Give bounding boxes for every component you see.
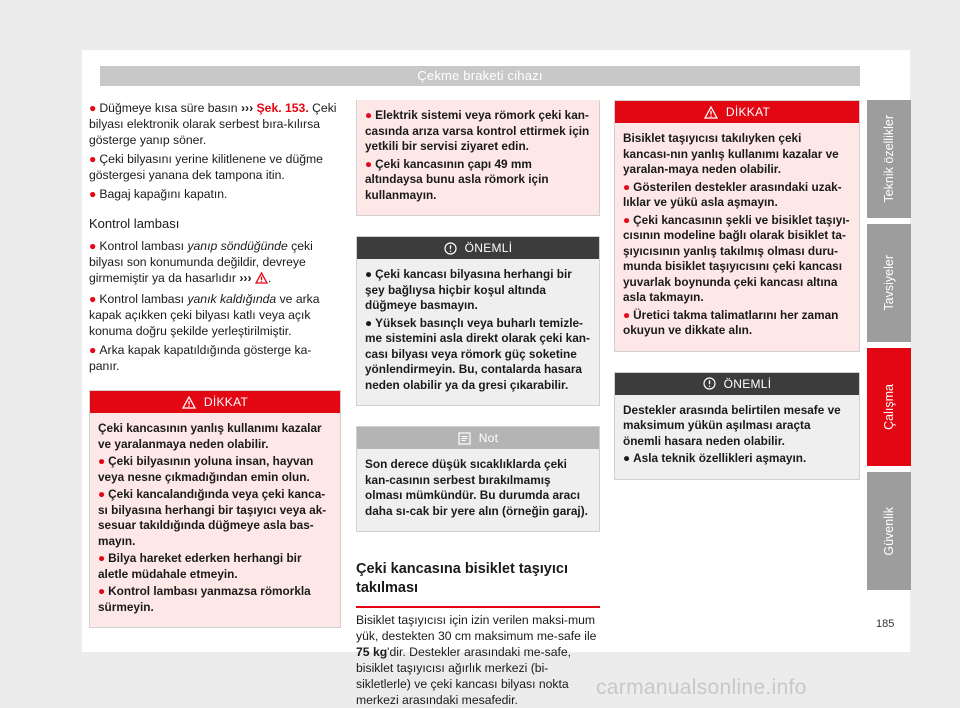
list-item: ● Asla teknik özellikleri aşmayın. (623, 451, 807, 465)
warning-triangle-icon[interactable] (255, 272, 268, 288)
list-item: ● Çeki bilyasının yoluna insan, hayvan veya nesne çıkmadığından emin olun. (98, 454, 314, 484)
bullet-icon: ● (98, 487, 106, 501)
bullet-icon: ● (365, 267, 373, 281)
warning-triangle-icon (704, 106, 718, 119)
tab-guvenlik[interactable]: Güvenlik (867, 472, 911, 590)
info-paragraph: ● Kontrol lambası yanık kaldığında ve arka kapak açıkken çeki bilyası katlı veya açık konuma doğru şekilde yerleştirilmiştir. (89, 292, 320, 338)
important-box-header: ÖNEMLİ (357, 237, 599, 259)
info-paragraph: ● Kontrol lambası yanıp söndüğünde çeki bilyası son konumunda değildir, devreye girmemiştir ya da hasarlıdır ››› . (89, 238, 341, 288)
list-item: ● Çeki kancasının şekli ve bisiklet taşıyı-cısının modeline bağlı olarak bisiklet ta-şıyıcısının yanlış takılmış olması duru-munda bisiklet taşıyıcısını çeki kancası yuvarlak boynunda çeki kancası altına asla takmayın. (623, 212, 850, 304)
warning-box-body (357, 100, 599, 215)
watermark: carmanualsonline.info (596, 676, 807, 699)
bullet-icon: ● (365, 156, 373, 171)
section-paragraph: Bisiklet taşıyıcısı için izin verilen maksi-mum yük, destekten 30 cm maksimum me-safe ile 75 kg'dir. Destekler arasındaki me-safe, bisiklet taşıyıcısı ağırlık merkezi (bi-sikletlerle) ve çeki kancası bilyası nokta merkezi arasındaki mesafedir. (356, 613, 597, 707)
warning-box-body: Bisiklet taşıyıcısı takılıyken çeki kancası-nın yanlış kullanımı kazalar ve yaralan-maya neden olabilir. ● Gösterilen destekler arasındaki uzak-lıklar ve yükü asla aşmayın. ● Çeki kancasının şekli ve bisiklet taşıyı-cısının modeline bağlı olarak bisiklet ta-şıyıcısının yanlış takılmış olması duru-munda bisiklet taşıyıcısını çeki kancası yuvarlak boynunda çeki kancası altına asla takmayın. ● Üretici takma talimatlarını her zaman okuyun ve dikkate alın. (615, 123, 859, 351)
figure-link[interactable]: Şek. 153. (256, 101, 309, 115)
column-2 (356, 100, 600, 708)
warning-box-continued (356, 100, 600, 216)
important-box-body (357, 259, 599, 405)
list-item: ● Çeki kancası bilyasına herhangi bir şey bağlıysa hiçbir koşul altında düğmeye basmayın. (365, 267, 572, 312)
step-paragraph: ● Çeki bilyasını yerine kilitlenene ve düğme göstergesi yanana dek tampona itin. (89, 152, 323, 182)
list-item: ● Elektrik sistemi veya römork çeki kan-casında arıza varsa kontrol ettirmek için yetkili bir servisi ziyaret edin. (365, 108, 590, 153)
column-3 (614, 100, 860, 480)
bullet-icon: ● (623, 451, 631, 465)
important-box (356, 236, 600, 406)
important-box (614, 372, 860, 480)
list-item: ● Gösterilen destekler arasındaki uzak-lıklar ve yükü asla aşmayın. (623, 179, 842, 209)
bullet-icon: ● (89, 292, 97, 306)
tab-teknik-ozellikler[interactable]: Teknik özellikler (867, 100, 911, 218)
bullet-icon: ● (89, 239, 97, 253)
warning-triangle-icon (182, 396, 196, 409)
list-item: ● Çeki kancalandığında veya çeki kanca-sı bilyasına herhangi bir taşıyıcı veya ak-sesuar takıldığında düğmeye asla bas-mayın. (98, 487, 327, 548)
list-item: ● Üretici takma talimatlarını her zaman okuyun ve dikkate alın. (623, 307, 839, 337)
bullet-icon: ● (98, 584, 106, 598)
info-paragraph: ● Arka kapak kapatıldığında gösterge ka-panır. (89, 343, 312, 373)
info-circle-icon (703, 377, 716, 390)
warning-box-header: DİKKAT (615, 101, 859, 123)
note-box-header: Not (357, 427, 599, 449)
tab-tavsiyeler[interactable]: Tavsiyeler (867, 224, 911, 342)
list-item: ● Yüksek basınçlı veya buharlı temizle-me sistemini asla direkt olarak çeki kan-cası bilyası veya römork güç soketine yönlendirmeyin. Bu, contalarda hasara neden olabilir ya da gresi çıkarabilir. (365, 315, 590, 392)
note-box (356, 426, 600, 532)
info-circle-icon (444, 242, 457, 255)
bullet-icon: ● (623, 212, 631, 227)
page-title: Çekme braketi cihazı (100, 66, 860, 86)
bullet-icon: ● (365, 315, 373, 330)
bullet-icon: ● (89, 152, 97, 166)
tab-calisma[interactable]: Çalışma (867, 348, 911, 466)
bullet-icon: ● (89, 187, 97, 201)
note-box-body: Son derece düşük sıcaklıklarda çeki kan-casının serbest bırakılmamış olması mümkündür. Bu durumda aracı daha sı-cak bir yere alın (örneğin garaj). (357, 449, 599, 531)
bullet-icon: ● (89, 343, 97, 357)
list-item: ● Bilya hareket ederken herhangi bir aletle müdahale etmeyin. (98, 551, 302, 581)
subheading: Kontrol lambası (89, 216, 180, 231)
warning-box-body: Çeki kancasının yanlış kullanımı kazalar ve yaralanmaya neden olabilir. ● Çeki bilyasının yoluna insan, hayvan veya nesne çıkmadığından emin olun. ● Çeki kancalandığında veya çeki kanca-sı bilyasına herhangi bir taşıyıcı veya ak-sesuar takıldığında düğmeye asla bas-mayın. ● Bilya hareket ederken herhangi bir aletle müdahale etmeyin. ● Kontrol lambası yanmazsa römorkla sürmeyin. (90, 413, 340, 627)
list-item: ● Çeki kancasının çapı 49 mm altındaysa bunu asla römork için kullanmayın. (365, 156, 549, 202)
note-icon (458, 432, 471, 445)
page-number: 185 (876, 618, 895, 630)
warning-box (89, 390, 341, 628)
bullet-icon: ● (89, 101, 97, 115)
section-title: Çeki kancasına bisiklet taşıyıcı takılması (356, 560, 600, 608)
list-item: ● Kontrol lambası yanmazsa römorkla sürmeyin. (98, 584, 311, 614)
warning-box (614, 100, 860, 352)
step-paragraph: ● Düğmeye kısa süre basın ››› Şek. 153. Çeki bilyası elektronik olarak serbest bıra-kılırsa gösterge yanıp söner. (89, 101, 337, 147)
bullet-icon: ● (623, 307, 631, 322)
important-box-body: Destekler arasında belirtilen mesafe ve maksimum yükün aşılması araçta önemli hasara neden olabilir. ● Asla teknik özellikleri aşmayın. (615, 395, 859, 479)
important-box-header: ÖNEMLİ (615, 373, 859, 395)
step-paragraph: ● Bagaj kapağını kapatın. (89, 187, 228, 201)
column-1 (89, 100, 341, 628)
bullet-icon: ● (98, 551, 106, 565)
bullet-icon: ● (623, 179, 631, 194)
bullet-icon: ● (365, 108, 373, 122)
warning-box-header: DİKKAT (90, 391, 340, 413)
bullet-icon: ● (98, 454, 106, 468)
